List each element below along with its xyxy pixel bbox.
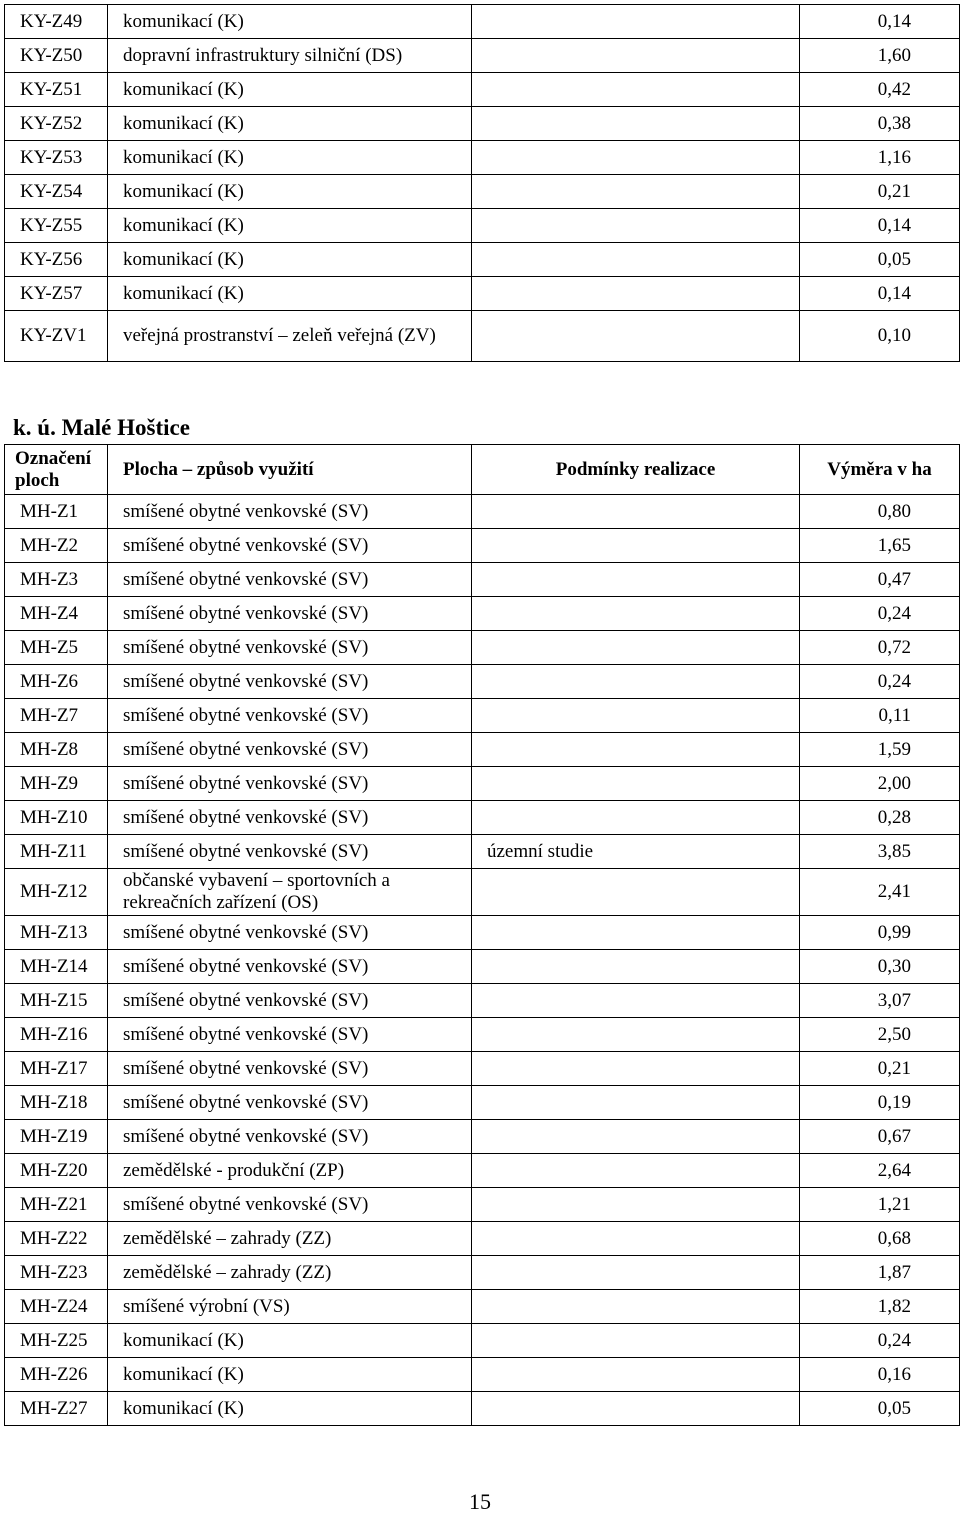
- cell-area: 1,65: [800, 529, 960, 563]
- cell-code: MH-Z10: [5, 801, 108, 835]
- cell-area: 0,72: [800, 631, 960, 665]
- cell-use: komunikací (K): [108, 5, 472, 39]
- table-row: [5, 665, 960, 699]
- cell-code: MH-Z5: [5, 631, 108, 665]
- table-row: [5, 950, 960, 984]
- cell-conditions: [472, 311, 800, 362]
- page-number: 15: [469, 1489, 491, 1514]
- header-use: Plocha – způsob využití: [108, 445, 472, 495]
- table-row: [5, 141, 960, 175]
- cell-code: MH-Z17: [5, 1052, 108, 1086]
- cell-use: smíšené obytné venkovské (SV): [108, 984, 472, 1018]
- table-row: [5, 984, 960, 1018]
- table-row: [5, 1358, 960, 1392]
- cell-conditions: [472, 107, 800, 141]
- table-row: [5, 916, 960, 950]
- table-row: [5, 767, 960, 801]
- cell-use: smíšené obytné venkovské (SV): [108, 495, 472, 529]
- cell-use: zemědělské – zahrady (ZZ): [108, 1222, 472, 1256]
- table-row: [5, 1222, 960, 1256]
- cell-conditions: [472, 175, 800, 209]
- cell-area: 3,85: [800, 835, 960, 869]
- cell-area: 2,50: [800, 1018, 960, 1052]
- cell-area: 1,21: [800, 1188, 960, 1222]
- cell-area: 0,38: [800, 107, 960, 141]
- cell-use: komunikací (K): [108, 277, 472, 311]
- cell-conditions: [472, 243, 800, 277]
- cell-code: MH-Z20: [5, 1154, 108, 1188]
- cell-conditions: [472, 209, 800, 243]
- cell-use: smíšené obytné venkovské (SV): [108, 950, 472, 984]
- cell-code: MH-Z11: [5, 835, 108, 869]
- cell-use: dopravní infrastruktury silniční (DS): [108, 39, 472, 73]
- cell-conditions: [472, 73, 800, 107]
- cell-use: smíšené obytné venkovské (SV): [108, 767, 472, 801]
- cell-code: MH-Z23: [5, 1256, 108, 1290]
- table-row: [5, 631, 960, 665]
- table-row: [5, 529, 960, 563]
- cell-code: MH-Z18: [5, 1086, 108, 1120]
- cell-conditions: [472, 950, 800, 984]
- cell-use: komunikací (K): [108, 1324, 472, 1358]
- cell-conditions: [472, 916, 800, 950]
- cell-area: 2,41: [800, 869, 960, 916]
- cell-area: 0,24: [800, 665, 960, 699]
- cell-area: 0,24: [800, 597, 960, 631]
- cell-conditions: [472, 563, 800, 597]
- cell-code: MH-Z6: [5, 665, 108, 699]
- cell-conditions: [472, 801, 800, 835]
- table-row: [5, 835, 960, 869]
- cell-code: MH-Z3: [5, 563, 108, 597]
- cell-conditions: [472, 39, 800, 73]
- cell-conditions: [472, 1052, 800, 1086]
- cell-conditions: [472, 141, 800, 175]
- cell-use: smíšené obytné venkovské (SV): [108, 1052, 472, 1086]
- cell-code: MH-Z13: [5, 916, 108, 950]
- table-row: [5, 699, 960, 733]
- header-conditions: Podmínky realizace: [472, 445, 800, 495]
- cell-conditions: [472, 1290, 800, 1324]
- cell-conditions: [472, 1086, 800, 1120]
- table-row: [5, 1256, 960, 1290]
- table-row: [5, 175, 960, 209]
- cell-use: komunikací (K): [108, 175, 472, 209]
- table-row: [5, 311, 960, 362]
- table-row: [5, 597, 960, 631]
- table-row: [5, 73, 960, 107]
- cell-code: MH-Z22: [5, 1222, 108, 1256]
- table-row: [5, 495, 960, 529]
- cell-area: 0,99: [800, 916, 960, 950]
- table-row: [5, 1086, 960, 1120]
- cell-conditions: [472, 699, 800, 733]
- table-row: [5, 277, 960, 311]
- cell-conditions: [472, 869, 800, 916]
- cell-conditions: [472, 529, 800, 563]
- cell-code: KY-Z53: [5, 141, 108, 175]
- header-area: Výměra v ha: [800, 445, 960, 495]
- cell-use: smíšené obytné venkovské (SV): [108, 801, 472, 835]
- table-row: [5, 801, 960, 835]
- cell-code: MH-Z19: [5, 1120, 108, 1154]
- cell-code: MH-Z4: [5, 597, 108, 631]
- cell-conditions: [472, 1256, 800, 1290]
- cell-code: MH-Z9: [5, 767, 108, 801]
- cell-area: 2,00: [800, 767, 960, 801]
- table-row: [5, 1290, 960, 1324]
- cell-use: komunikací (K): [108, 1358, 472, 1392]
- cell-code: KY-Z52: [5, 107, 108, 141]
- cell-area: 0,14: [800, 277, 960, 311]
- cell-use: veřejná prostranství – zeleň veřejná (ZV): [108, 311, 472, 362]
- cell-area: 0,42: [800, 73, 960, 107]
- table-row: [5, 733, 960, 767]
- table-row: [5, 563, 960, 597]
- cell-code: KY-Z56: [5, 243, 108, 277]
- cell-use: smíšené obytné venkovské (SV): [108, 916, 472, 950]
- cell-use: smíšené obytné venkovské (SV): [108, 1086, 472, 1120]
- cell-code: MH-Z15: [5, 984, 108, 1018]
- cell-use: komunikací (K): [108, 243, 472, 277]
- cell-use: smíšené obytné venkovské (SV): [108, 529, 472, 563]
- cell-area: 1,59: [800, 733, 960, 767]
- cell-code: KY-Z50: [5, 39, 108, 73]
- table-row: [5, 1052, 960, 1086]
- cell-conditions: [472, 733, 800, 767]
- cell-code: MH-Z2: [5, 529, 108, 563]
- cell-use: zemědělské - produkční (ZP): [108, 1154, 472, 1188]
- cell-use: smíšené obytné venkovské (SV): [108, 733, 472, 767]
- cell-code: KY-Z57: [5, 277, 108, 311]
- cell-code: MH-Z25: [5, 1324, 108, 1358]
- cell-area: 0,68: [800, 1222, 960, 1256]
- cell-area: 2,64: [800, 1154, 960, 1188]
- header-code: Označení ploch: [5, 445, 108, 495]
- cell-use: smíšené obytné venkovské (SV): [108, 665, 472, 699]
- cell-code: MH-Z21: [5, 1188, 108, 1222]
- cell-area: 0,28: [800, 801, 960, 835]
- table-row: [5, 869, 960, 916]
- cell-conditions: [472, 1120, 800, 1154]
- cell-code: MH-Z27: [5, 1392, 108, 1426]
- cell-use: komunikací (K): [108, 209, 472, 243]
- cell-use: smíšené obytné venkovské (SV): [108, 563, 472, 597]
- cell-area: 1,16: [800, 141, 960, 175]
- cell-conditions: [472, 1188, 800, 1222]
- table-row: [5, 5, 960, 39]
- cell-use: zemědělské – zahrady (ZZ): [108, 1256, 472, 1290]
- cell-use: komunikací (K): [108, 107, 472, 141]
- cell-area: 3,07: [800, 984, 960, 1018]
- cell-conditions: [472, 277, 800, 311]
- zoning-table-body: [5, 495, 960, 1426]
- cell-use: smíšené obytné venkovské (SV): [108, 699, 472, 733]
- table-row: [5, 1120, 960, 1154]
- cell-code: MH-Z8: [5, 733, 108, 767]
- cell-area: 0,67: [800, 1120, 960, 1154]
- cell-conditions: [472, 984, 800, 1018]
- cell-code: KY-Z54: [5, 175, 108, 209]
- cell-area: 0,05: [800, 1392, 960, 1426]
- zoning-table-body: [5, 5, 960, 362]
- cell-area: 0,14: [800, 209, 960, 243]
- cell-area: 1,87: [800, 1256, 960, 1290]
- cell-area: 1,60: [800, 39, 960, 73]
- cell-code: MH-Z12: [5, 869, 108, 916]
- table-row: [5, 107, 960, 141]
- cell-code: KY-Z49: [5, 5, 108, 39]
- zoning-table-male-hostice: [4, 444, 960, 1426]
- zoning-table-kyjovice: [4, 4, 960, 362]
- cell-area: 0,14: [800, 5, 960, 39]
- cell-area: 0,21: [800, 175, 960, 209]
- cell-use: smíšené obytné venkovské (SV): [108, 631, 472, 665]
- cell-conditions: [472, 767, 800, 801]
- table-row: [5, 1392, 960, 1426]
- cell-conditions: [472, 495, 800, 529]
- cell-conditions: [472, 1392, 800, 1426]
- cell-conditions: územní studie: [472, 835, 800, 869]
- table-row: [5, 209, 960, 243]
- cell-code: KY-Z55: [5, 209, 108, 243]
- table-row: [5, 243, 960, 277]
- cell-use: občanské vybavení – sportovních a rekreačních zařízení (OS): [108, 869, 472, 916]
- cell-use: komunikací (K): [108, 141, 472, 175]
- cell-conditions: [472, 1324, 800, 1358]
- cell-conditions: [472, 597, 800, 631]
- cell-area: 0,47: [800, 563, 960, 597]
- cell-use: smíšené obytné venkovské (SV): [108, 1120, 472, 1154]
- table-header-row: [5, 445, 960, 495]
- cell-code: MH-Z16: [5, 1018, 108, 1052]
- cell-area: 0,05: [800, 243, 960, 277]
- cell-conditions: [472, 1358, 800, 1392]
- table-row: [5, 1018, 960, 1052]
- cell-use: smíšené obytné venkovské (SV): [108, 1018, 472, 1052]
- cell-code: MH-Z24: [5, 1290, 108, 1324]
- table-row: [5, 1324, 960, 1358]
- cell-area: 0,30: [800, 950, 960, 984]
- cell-use: komunikací (K): [108, 73, 472, 107]
- cell-conditions: [472, 1222, 800, 1256]
- cell-code: MH-Z26: [5, 1358, 108, 1392]
- table-row: [5, 39, 960, 73]
- cell-use: komunikací (K): [108, 1392, 472, 1426]
- cell-area: 0,10: [800, 311, 960, 362]
- cell-use: smíšené výrobní (VS): [108, 1290, 472, 1324]
- cell-code: KY-ZV1: [5, 311, 108, 362]
- cell-conditions: [472, 1154, 800, 1188]
- cell-area: 0,19: [800, 1086, 960, 1120]
- cell-use: smíšené obytné venkovské (SV): [108, 835, 472, 869]
- cell-code: KY-Z51: [5, 73, 108, 107]
- cell-area: 1,82: [800, 1290, 960, 1324]
- cell-code: MH-Z14: [5, 950, 108, 984]
- cell-area: 0,11: [800, 699, 960, 733]
- cell-conditions: [472, 1018, 800, 1052]
- table-row: [5, 1188, 960, 1222]
- cell-area: 0,24: [800, 1324, 960, 1358]
- cell-use: smíšené obytné venkovské (SV): [108, 597, 472, 631]
- cell-use: smíšené obytné venkovské (SV): [108, 1188, 472, 1222]
- cell-area: 0,21: [800, 1052, 960, 1086]
- cell-conditions: [472, 631, 800, 665]
- cell-conditions: [472, 665, 800, 699]
- cell-conditions: [472, 5, 800, 39]
- cell-code: MH-Z1: [5, 495, 108, 529]
- cell-area: 0,16: [800, 1358, 960, 1392]
- cell-area: 0,80: [800, 495, 960, 529]
- section-title: k. ú. Malé Hoštice: [13, 415, 190, 440]
- table-row: [5, 1154, 960, 1188]
- cell-code: MH-Z7: [5, 699, 108, 733]
